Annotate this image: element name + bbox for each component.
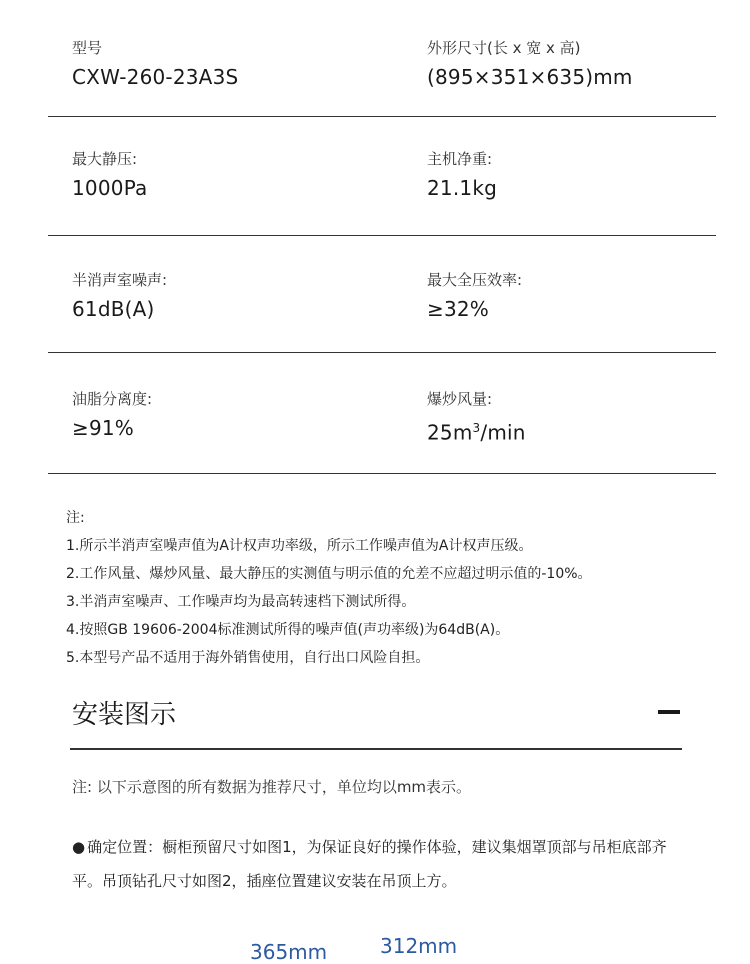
spec-label: 外形尺寸(长 x 宽 x 高) [427, 39, 581, 57]
spec-label: 爆炒风量: [427, 390, 493, 408]
notes-section [66, 504, 726, 672]
spec-value: ≥32% [427, 297, 490, 321]
spec-label: 主机净重: [427, 150, 493, 168]
spec-row [48, 117, 716, 236]
spec-label: 半消声室噪声: [72, 271, 168, 289]
spec-value: CXW-260-23A3S [72, 65, 239, 89]
install-note: 注: 以下示意图的所有数据为推荐尺寸，单位均以mm表示。 [72, 778, 472, 796]
collapse-minus-icon[interactable] [658, 710, 680, 714]
spec-row [48, 353, 716, 474]
spec-cell-airflow [427, 389, 526, 446]
note-item: 2.工作风量、爆炒风量、最大静压的实测值与明示值的允差不应超过明示值的-10%。 [66, 566, 592, 582]
spec-cell-static-pressure [72, 149, 148, 201]
spec-value: 21.1kg [427, 176, 498, 200]
spec-label: 最大全压效率: [427, 271, 523, 289]
note-item: 3.半消声室噪声、工作噪声均为最高转速档下测试所得。 [66, 594, 416, 610]
note-item: 4.按照GB 19606-2004标准测试所得的噪声值(声功率级)为64dB(A)。 [66, 622, 510, 638]
spec-row [48, 236, 716, 353]
note-item: 1.所示半消声室噪声值为A计权声功率级，所示工作噪声值为A计权声压级。 [66, 538, 533, 554]
install-description [72, 830, 682, 898]
spec-table [48, 0, 716, 474]
spec-cell-model [72, 38, 238, 90]
note-item: 5.本型号产品不适用于海外销售使用，自行出口风险自担。 [66, 650, 430, 666]
install-section-title: 安装图示 [72, 700, 177, 730]
airflow-value-tail: /min [480, 420, 526, 445]
spec-cell-net-weight [427, 149, 497, 201]
install-section-header[interactable] [70, 690, 682, 750]
spec-cell-oil-separation [72, 389, 152, 441]
spec-label: 最大静压: [72, 150, 138, 168]
spec-cell-dimensions [427, 38, 633, 90]
spec-value: (895×351×635)mm [427, 65, 633, 89]
install-description-text: 确定位置：橱柜预留尺寸如图1，为保证良好的操作体验，建议集烟罩顶部与吊柜底部齐平。吊顶钻孔尺寸如图2，插座位置建议安装在吊顶上方。 [72, 838, 667, 890]
spec-cell-noise [72, 270, 167, 322]
notes-title: 注: [66, 510, 85, 526]
dimension-label-365: 365mm [250, 940, 328, 964]
spec-row [48, 0, 716, 117]
spec-value: 61dB(A) [72, 297, 155, 321]
spec-value [427, 415, 526, 446]
spec-value: 1000Pa [72, 176, 148, 200]
spec-cell-efficiency [427, 270, 522, 322]
bullet-icon: ● [72, 838, 86, 856]
spec-label: 油脂分离度: [72, 390, 153, 408]
airflow-value-base: 25m [427, 420, 473, 445]
spec-value: ≥91% [72, 416, 135, 440]
airflow-value-sup: 3 [472, 421, 481, 435]
dimension-label-312: 312mm [380, 934, 458, 958]
spec-label: 型号 [72, 39, 103, 57]
